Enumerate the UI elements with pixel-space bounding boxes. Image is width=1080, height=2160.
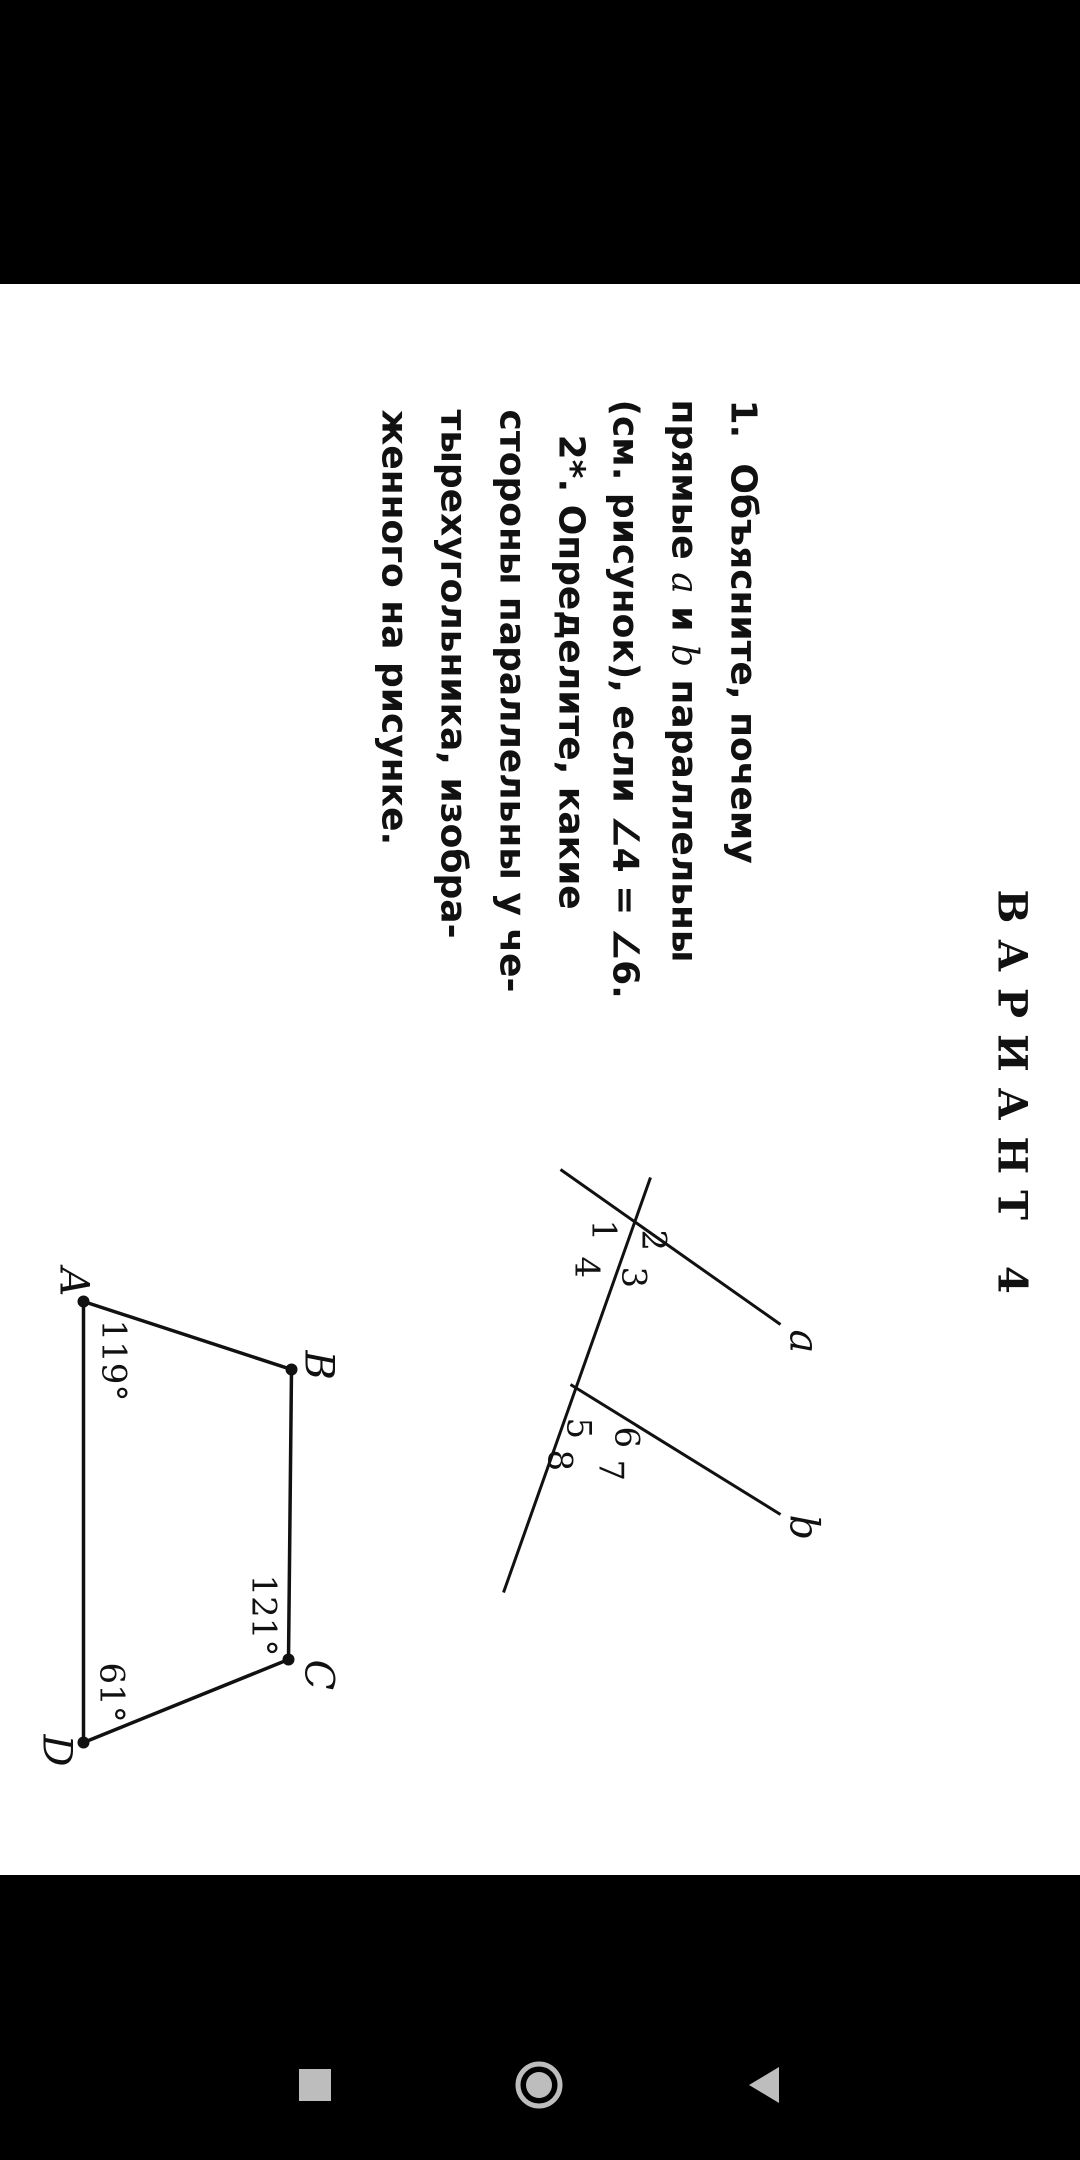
vertex-b-label: B [295,1350,341,1380]
angle-label-8: 8 [539,1449,579,1471]
task-1-var-a: a [663,571,704,594]
task-2-number: 2*. [550,434,591,492]
angle-a-value: 119° [93,1319,133,1401]
task-2-line-2: стороны параллельны у че- [491,409,532,992]
vertex-d-label: D [33,1734,79,1767]
angle-label-1: 1 [583,1219,623,1241]
vertex-c-point [282,1653,294,1665]
system-navigation-bar [0,1875,1080,2160]
task-1-text-2c: параллельны [663,666,704,962]
angle-label-7: 7 [590,1459,630,1481]
task-1-text-2b: и [663,593,704,644]
line-a-label: a [780,1329,826,1353]
textbook-page [0,284,1080,1875]
task-2-text-1: Определите, какие [550,504,591,910]
task-1-number: 1. [722,399,763,438]
task-1-text-2a: прямые [663,399,704,572]
vertex-c-label: C [295,1659,341,1690]
angle-label-4: 4 [566,1256,606,1278]
angle-c-value: 121° [243,1574,283,1656]
task-2-line-3: тырехугольника, изобра- [432,409,473,939]
angle-label-6: 6 [606,1426,646,1448]
square-icon[interactable] [285,2055,345,2115]
angle-label-5: 5 [558,1417,598,1439]
page-heading: ВАРИАНТ 4 [988,889,1035,1310]
photo[interactable] [0,284,1080,1875]
task-1-text-1: Объясните, почему [722,462,763,864]
line-b-label: b [780,1514,826,1540]
task-1-var-b: b [663,643,704,667]
vertex-a-label: A [50,1267,96,1296]
figure-quadrilateral [0,284,1080,1875]
circle-icon[interactable] [509,2055,569,2115]
angle-d-value: 61° [91,1662,131,1723]
triangle-back-icon[interactable] [735,2055,795,2115]
angle-label-3: 3 [613,1266,653,1288]
task-1-line-3: (см. рисунок), если ∠4 = ∠6. [604,399,645,999]
angle-label-2: 2 [633,1229,673,1251]
task-2-line-4: женного на рисунке. [373,409,414,845]
vertex-a-point [77,1295,89,1307]
